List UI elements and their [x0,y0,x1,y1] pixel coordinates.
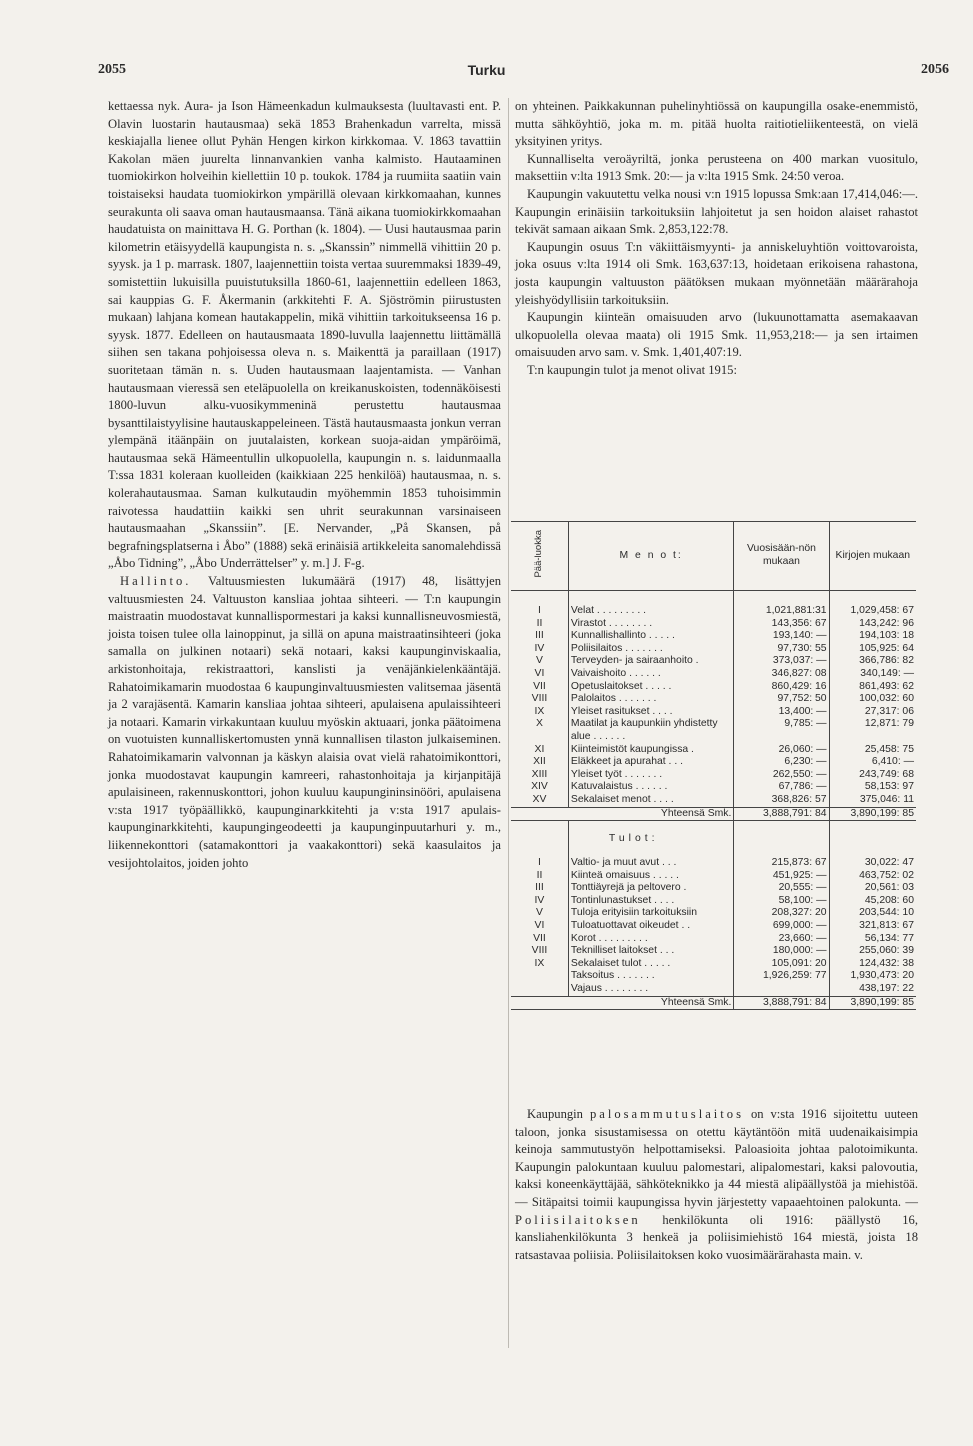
row-actual: 143,356: 67 [734,618,829,631]
row-number: VIII [511,945,568,958]
row-item: Eläkkeet ja apurahat . . . [568,756,733,769]
row-actual: 193,140: — [734,630,829,643]
row-number: VII [511,933,568,946]
row-number: IX [511,706,568,719]
table-row [511,756,916,769]
table-row [511,870,916,883]
row-item: Virastot . . . . . . . . [568,618,733,631]
row-booked: 255,060: 39 [859,945,914,957]
table-row [511,907,916,920]
row-booked: 58,153: 97 [864,781,914,793]
row-actual: 1,926,259: 77 [734,970,829,983]
total-actual: 3,888,791: 84 [734,807,829,821]
expense-rows [511,605,916,807]
row-booked: 6,410: — [871,756,914,768]
row-number: IX [511,958,568,971]
row-number: I [511,605,568,618]
row-number: IV [511,643,568,656]
row-booked: 1,029,458: 67 [850,605,914,616]
row-item: Yleiset rasitukset . . . . [568,706,733,719]
row-item: Yleiset työt . . . . . . . [568,769,733,782]
row-booked: 861,493: 62 [859,680,914,692]
col-header-item: M e n o t: [568,522,733,591]
table-row [511,920,916,933]
row-booked: 12,871: 79 [864,718,914,730]
income-heading: Tulot: [568,821,733,858]
total-booked: 3,890,199: 85 [829,996,916,1010]
row-booked: 56,134: 77 [864,932,914,944]
row-item: Tuloja erityisiin tarkoituksiin [568,907,733,920]
row-item: Tuloatuottavat oikeudet . . [568,920,733,933]
paragraph: Kaupungin vakuutettu velka nousi v:n 1915 lopussa Smk:aan 17,414,046:—. Kaupungin erinäisiin tarkoituksiin lahjoitetut ja sen hoidon alaiset rahastot tekivät samaan aikaan Smk. 2,853,122:78. [515,186,918,237]
row-item: Katuvalaistus . . . . . . [568,781,733,794]
row-actual: 699,000: — [734,920,829,933]
row-actual: 67,786: — [734,781,829,794]
spaced-heading: Hallinto. [120,574,192,589]
total-booked: 3,890,199: 85 [829,807,916,821]
row-actual: 97,730: 55 [734,643,829,656]
row-booked: 463,752: 02 [859,869,914,881]
row-item: Teknilliset laitokset . . . [568,945,733,958]
paragraph: Kaupungin osuus T:n väkiittäismyynti- ja anniskeluyhtiön voittovaroista, joka osuus v:lta 1914 oli Smk. 163,637:13, hoidetaan erikoisena rahastona, josta kaupungin valtuuston päätöksen mukaan myönnetään määrärahoja yleishyödyllisiin tarkoituksiin. [515,239,918,307]
paragraph: Hallinto. Valtuusmiesten lukumäärä (1917) 48, lisättyjen valtuusmiesten 24. Valtuuston kansliaa johtaa sihteeri. — T:n kaupungin maistraatin muodostavat kunnallispormestari ja kaksi kunnallisneuvosmiestä, joista toisen tulee olla lainoppinut, ja sillä on apuna maistraatinsihteeri (joka samalla on julkinen notaari) sekä notaari, kaksi kaupunginviskaalia, arkistonhoitaja, rekistraattori, kanslisti ja venäjänkielenkääntäjä. Rahatoimikamarin muodostaa 6 kaupunginvaltuusmiesten valitsemaa jäsentä ja 2 varajäsentä. Kamarin kansliaa johtaa sihteeri, apulaisena apulaissihteeri ja notaari. Kamarin virkakuntaan kuuluu myöskin aktuaari, jonka päätoimena on vuotuisten kunnalliskertomusten ynnä kunnallisen tilaston julkaiseminen. Rahatoimikamarin valvonnan ja käskyn alaisia ovat vielä rahatoimikonttori, jonka muodostavat kaupungin kamreeri, rahastonhoitaja ja kirjanpitäjä apulaisineen, rakennuskonttori, johon kuuluu kaupungininsinööri, apulaisena v:sta 1917 työpäällikkö, kaupunginarkkitehti ja v:sta 1917 apulais-kaupunginarkkitehti, kaupungingeodeetti ja kaupunginpuutarhuri y. m., liikennekonttori (satamakonttori ja vaakakonttori) sekä kaasulaitos ja vesijohtolaitos, joiden johto [108,574,501,870]
row-actual: 105,091: 20 [734,958,829,971]
paragraph: Kaupungin palosammutuslaitos on v:sta 1916 sijoitettu uuteen taloon, jonka sisustamisessa on otettu käytäntöön mitä uudenaikaisimpia keinoja sammutustyön helpottamiseksi. Paloasioita johtaa palotoimikunta. Kaupungin palokuntaan kuuluu palomestari, alipalomestari, kaksi palovoutia, kaksi koneenkäyttäjää, sähköteknikko ja 44 miestä alipäällystöä ja miehistöä. — Sitäpaitsi toimii kaupungissa hyvin järjestetty vapaaehtoinen palokunta. — Poliisilaitoksen henkilökunta oli 1916: päällystö 16, kansliahenkilökunta 3 henkeä ja poliisimiehistö 164 miestä, joista 18 ratsastavaa poliisia. Poliisilaitoksen koko vuosimäärärahasta main. v. [515,1107,918,1262]
row-number: III [511,882,568,895]
table-row [511,605,916,618]
row-actual: 860,429: 16 [734,681,829,694]
paragraph: on yhteinen. Paikkakunnan puhelinyhtiössä on kaupungilla osake-enemmistö, mutta sähköyhtiö, joka m. m. pitää huolta raitiotieliikenteestä, on vielä yksityinen yritys. [515,99,918,149]
table-row [511,618,916,631]
total-actual: 3,888,791: 84 [734,996,829,1010]
row-number: X [511,718,568,743]
running-title: Turku [467,62,506,78]
row-actual: 262,550: — [734,769,829,782]
row-booked: 143,242: 96 [859,617,914,629]
row-actual: 58,100: — [734,895,829,908]
spaced-heading: palosammutuslaitos [589,1107,744,1121]
row-item: Maatilat ja kaupunkiin yhdistetty alue . . . . . . [568,718,733,743]
row-actual: 26,060: — [734,744,829,757]
row-number: II [511,870,568,883]
income-rows [511,857,916,996]
row-number [511,970,568,983]
row-booked: 375,046: 11 [859,793,914,805]
row-booked: 45,208: 60 [864,894,914,906]
row-booked: 243,749: 68 [859,768,914,780]
row-booked: 194,103: 18 [859,630,914,642]
spaced-heading: Poliisilaitoksen [515,1212,641,1227]
row-item: Korot . . . . . . . . . [568,933,733,946]
row-number: V [511,655,568,668]
row-actual: 368,826: 57 [734,794,829,807]
row-item: Vajaus . . . . . . . . [568,983,733,996]
table-row [511,958,916,971]
row-actual: 373,037: — [734,655,829,668]
table-row [511,882,916,895]
row-item: Kiinteimistöt kaupungissa . [568,744,733,757]
row-item: Sekalaiset menot . . . . [568,794,733,807]
paragraph: T:n kaupungin tulot ja menot olivat 1915: [527,362,737,377]
row-item: Poliisilaitos . . . . . . . [568,643,733,656]
table-row [511,794,916,807]
row-booked: 25,458: 75 [864,743,914,755]
row-number: V [511,907,568,920]
table-row [511,895,916,908]
total-label: Yhteensä Smk. [568,996,733,1010]
row-actual: 208,327: 20 [734,907,829,920]
row-number: I [511,857,568,870]
row-actual: 451,925: — [734,870,829,883]
row-number: II [511,618,568,631]
row-item: Terveyden- ja sairaanhoito . [568,655,733,668]
table-row [511,744,916,757]
paragraph: kettaessa nyk. Aura- ja Ison Hämeenkadun kulmauksesta (luultavasti ent. P. Olavin luostarin hautausmaa) sekä 1853 Brahenkadun varrelta, missä keskiajalla lienee ollut Pyhän Hengen kirkon kirkkomaa. V. 1863 tavattiin Kakolan mäen juurelta linnanvankien vanha kalmisto. Hautaaminen tuomiokirkon holveihin kiellettiin 10 p. toukok. 1784 ja ruumiita saatiin vain toistaiseksi haudata tuomiokirkon ympärillä olevaan kirkkomaahan, kunnes seurakunta oli saava oman hautausmaansa. Tänä aikana tuomiokirkkomaahan haudatuista on mainittava H. G. Porthan (k. 1804). — Uusi hautausmaa parin kilometrin etäisyydellä kaupungista n. s. „Skanssin” nimmellä vihittiin 20 p. syysk. ja 1 p. marrask. 1807, laajennettiin toista vertaa suuremmaksi 1839-49, somistettiin lukuisilla puuistutuksilla 1860-61, laajennettiin edelleen 1863, sai kauppias G. F. Åkermanin (arkkitehti F. A. Sjöströmin piirustusten mukaan) lahjana komean hautakappelin, mikä vihittiin tarkoitukseensa 16 p. syysk. 1877. Edelleen on hautausmaata 1890-luvulla laajennettu liittämällä siihen sen takana pohjoisessa oleva n. s. Maikenttä ja paraillaan (1917) suoritetaan tämän n. s. Uuden hautausmaan laajentamista. — Vanhan hautausmaan vieressä sen eteläpuolella on kreikanuskoisten, todennäköisesti 1800-luvun alku-vuosikymmeninä perustettu hautausmaa bysanttilaistyylisine hautauskappeleineen. Tästä hautausmaasta jonkun verran ylempänä itäänpäin on juutalaisten, korkean suoja-aidan ympäröimä, hautausmaa sekä Hämeentullin ulkopuolella, kaupungin n. s. laidunmaalla T:ssa 1831 koleraan kuolleiden (kaikkiaan 225 henkilöä) hautausmaa, n. s. kolerahautausmaa. Saman kulkutaudin myöhemmin 1853 tuhoisimmin raivotessa haudattiin kaikki sen uhrit seurakunnan varsinaiseen hautausmaahan „Skanssiin”. [E. Nervander, „På Skansen, på begrafningsplatserna i Åbo” (1888) sekä erinäisiä artikkeleita sanomalehdissä „Åbo Tidning”, „Åbo Underrättelser” y. m.] J. F-g. [108,99,501,571]
page-number-right: 2056 [921,62,949,77]
row-booked: 366,786: 82 [859,655,914,667]
row-item: Tonttiäyrejä ja peltovero . [568,882,733,895]
row-number: XV [511,794,568,807]
col-header-actual: Vuosisään-nön mukaan [734,522,829,591]
expenses-total-row [511,807,916,821]
table-row [511,769,916,782]
table-row [511,668,916,681]
table-row [511,945,916,958]
row-number: VI [511,668,568,681]
row-actual: 97,752: 50 [734,693,829,706]
total-label: Yhteensä Smk. [568,807,733,821]
column-divider [508,98,509,1348]
table-row [511,630,916,643]
row-number: XIII [511,769,568,782]
row-booked: 20,561: 03 [864,882,914,894]
row-actual: 13,400: — [734,706,829,719]
row-actual: 9,785: — [734,718,829,743]
table-row [511,643,916,656]
table-row [511,681,916,694]
row-booked: 124,432: 38 [859,957,914,969]
right-column-top [515,98,918,380]
table-row [511,983,916,996]
table-row [511,718,916,743]
row-item: Vaivaishoito . . . . . . [568,668,733,681]
row-booked: 340,149: — [860,667,914,679]
row-booked: 438,197: 22 [859,983,914,995]
row-item: Kunnallishallinto . . . . . [568,630,733,643]
table-header-row [511,522,916,591]
col-header-number: Pää-luokka [533,529,545,578]
row-booked: 100,032: 60 [859,693,914,705]
table-row [511,781,916,794]
row-number [511,983,568,996]
row-number: VIII [511,693,568,706]
row-booked: 1,930,473: 20 [850,970,914,982]
row-item: Valtio- ja muut avut . . . [568,857,733,870]
row-number: XII [511,756,568,769]
row-actual [734,983,829,996]
row-actual: 23,660: — [734,933,829,946]
row-actual: 346,827: 08 [734,668,829,681]
row-item: Kiinteä omaisuus . . . . . [568,870,733,883]
row-item: Tontinlunastukset . . . . [568,895,733,908]
row-booked: 321,813: 67 [859,920,914,932]
row-number: VI [511,920,568,933]
row-booked: 105,925: 64 [859,642,914,654]
table-row [511,857,916,870]
page-number-left: 2055 [98,62,126,77]
row-item: Sekalaiset tulot . . . . . [568,958,733,971]
right-column-bottom [515,1106,918,1264]
row-actual: 20,555: — [734,882,829,895]
row-booked: 27,317: 06 [864,705,914,717]
row-number: XI [511,744,568,757]
row-item: Palolaitos . . . . . . . [568,693,733,706]
row-actual: 180,000: — [734,945,829,958]
row-actual: 1,021,881:31 [734,605,829,618]
row-item: Velat . . . . . . . . . [568,605,733,618]
table-row [511,970,916,983]
row-item: Opetuslaitokset . . . . . [568,681,733,694]
row-number: III [511,630,568,643]
row-actual: 6,230: — [734,756,829,769]
budget-table [511,521,916,1089]
row-booked: 203,544: 10 [859,907,914,919]
row-booked: 30,022: 47 [864,857,914,869]
table-row [511,933,916,946]
table-row [511,693,916,706]
income-total-row [511,996,916,1010]
table-row [511,655,916,668]
row-number: VII [511,681,568,694]
row-item: Taksoitus . . . . . . . [568,970,733,983]
row-number: IV [511,895,568,908]
row-actual: 215,873: 67 [734,857,829,870]
paragraph: Kunnalliselta veroäyriltä, jonka perusteena on 400 markan vuositulo, maksettiin v:lta 1913 Smk. 20:— ja v:lta 1915 Smk. 24:50 veroa. [515,151,918,184]
table-row [511,706,916,719]
row-number: XIV [511,781,568,794]
paragraph: Kaupungin kiinteän omaisuuden arvo (lukuunottamatta asemakaavan ulkopuolella olevaa maata) oli 1915 Smk. 11,953,218:— ja sen irtaimen omaisuuden arvo sam. v. Smk. 1,401,407:19. [515,310,918,360]
col-header-booked: Kirjojen mukaan [829,522,916,591]
left-column [108,98,501,872]
